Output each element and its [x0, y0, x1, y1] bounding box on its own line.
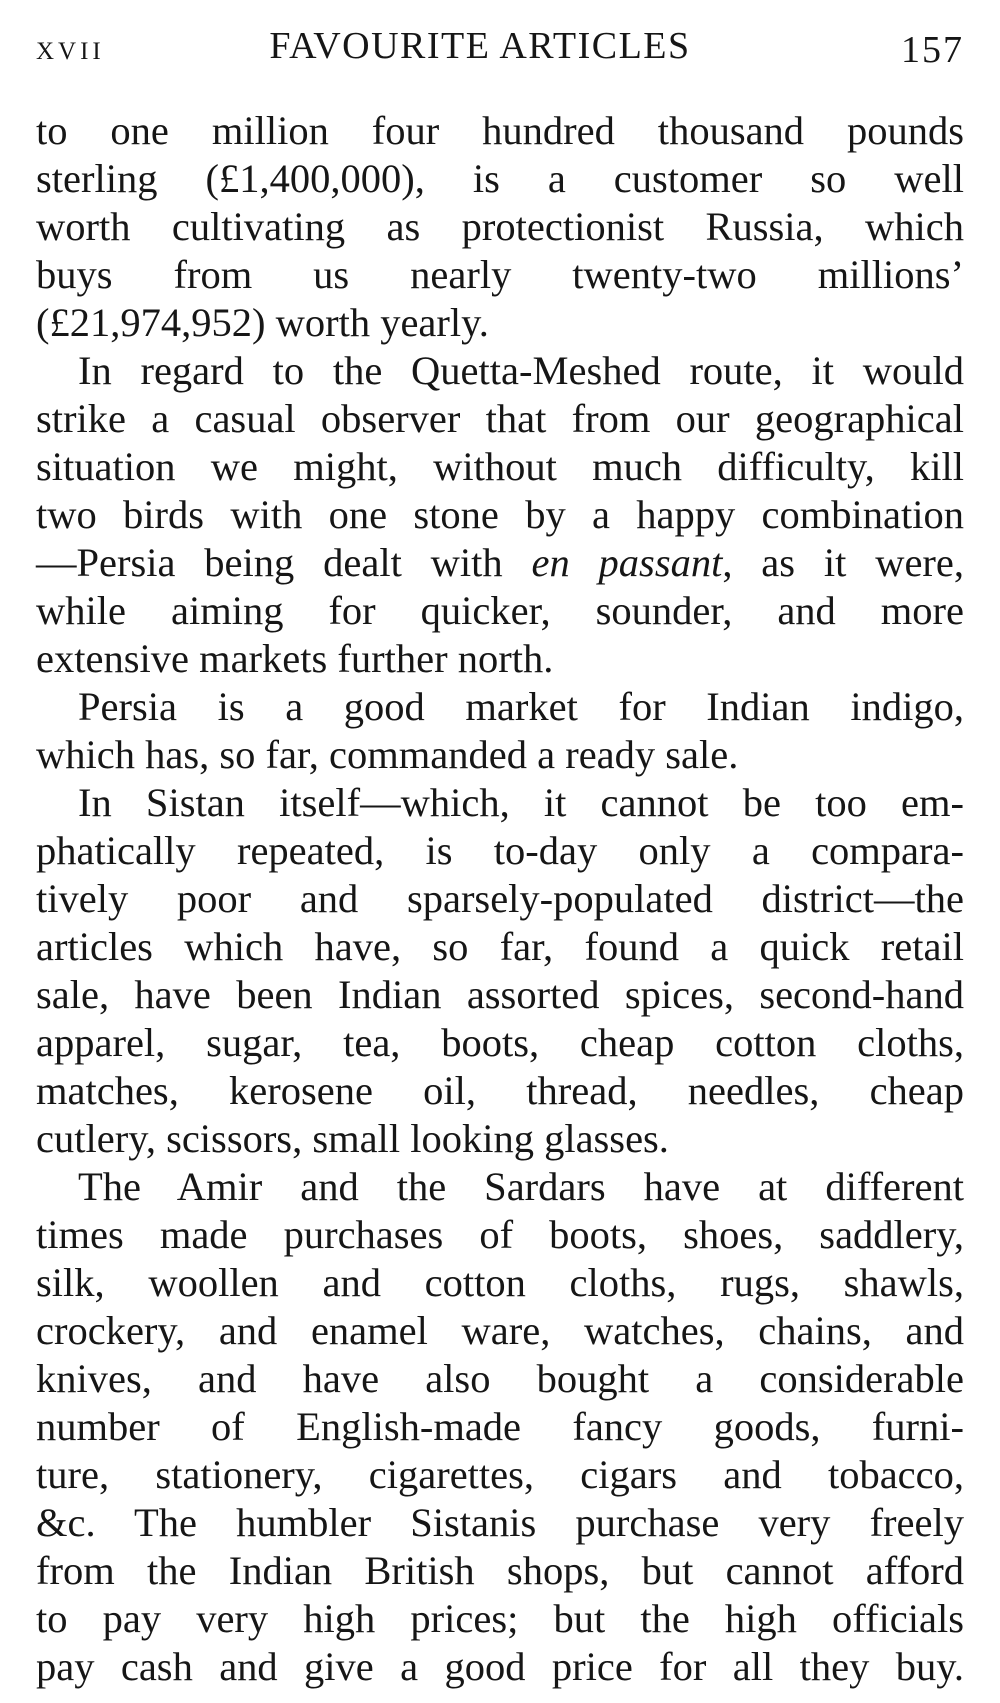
chapter-number: XVII — [36, 38, 105, 65]
text-line: which has, so far, commanded a ready sale. — [36, 732, 739, 777]
page-title: FAVOURITE ARTICLES — [269, 25, 691, 67]
text-line-with-italic — [36, 539, 964, 587]
text-line: matches, kerosene oil, thread, needles, cheap — [36, 1068, 964, 1113]
text-segment: —Persia being dealt with — [36, 540, 503, 585]
running-head — [36, 20, 964, 80]
text-line: from the Indian British shops, but cannot afford — [36, 1548, 964, 1593]
page-body — [36, 107, 964, 1691]
text-line: silk, woollen and cotton cloths, rugs, shawls, — [36, 1260, 964, 1305]
text-line: while aiming for quicker, sounder, and more — [36, 588, 964, 633]
text-line: sterling (£1,400,000), is a customer so well — [36, 156, 964, 201]
italic-phrase: en passant — [531, 540, 723, 585]
text-line: (£21,974,952) worth yearly. — [36, 300, 489, 345]
text-line: In Sistan itself—which, it cannot be too em- — [78, 780, 964, 825]
text-line: to pay very high prices; but the high officials — [36, 1596, 964, 1641]
text-line: phatically repeated, is to-day only a compara- — [36, 828, 964, 873]
text-line: cutlery, scissors, small looking glasses. — [36, 1116, 669, 1161]
text-line: knives, and have also bought a considerable — [36, 1356, 964, 1401]
text-line: tively poor and sparsely-populated district—the — [36, 876, 964, 921]
text-segment: , as it were, — [722, 540, 965, 585]
text-line: Persia is a good market for Indian indigo, — [78, 684, 964, 729]
text-line: pay cash and give a good price for all they buy. — [36, 1644, 964, 1689]
text-line: sale, have been Indian assorted spices, second-hand — [36, 972, 964, 1017]
text-line: The Amir and the Sardars have at different — [78, 1164, 964, 1209]
text-line: articles which have, so far, found a quick retail — [36, 924, 964, 969]
text-line: worth cultivating as protectionist Russia, which — [36, 204, 964, 249]
text-line: times made purchases of boots, shoes, saddlery, — [36, 1212, 964, 1257]
text-line: to one million four hundred thousand pounds — [36, 108, 964, 153]
text-line: two birds with one stone by a happy combination — [36, 492, 964, 537]
text-line: number of English-made fancy goods, furni- — [36, 1404, 964, 1449]
text-line: situation we might, without much difficulty, kill — [36, 444, 964, 489]
text-line: crockery, and enamel ware, watches, chains, and — [36, 1308, 964, 1353]
text-line: buys from us nearly twenty-two millions’ — [36, 252, 964, 297]
page-number: 157 — [901, 29, 964, 71]
text-line: extensive markets further north. — [36, 636, 554, 681]
text-line: In regard to the Quetta-Meshed route, it would — [78, 348, 964, 393]
text-line: strike a casual observer that from our geographical — [36, 396, 964, 441]
text-line: &c. The humbler Sistanis purchase very freely — [36, 1500, 964, 1545]
text-line: apparel, sugar, tea, boots, cheap cotton cloths, — [36, 1020, 964, 1065]
text-line: ture, stationery, cigarettes, cigars and tobacco, — [36, 1452, 964, 1497]
